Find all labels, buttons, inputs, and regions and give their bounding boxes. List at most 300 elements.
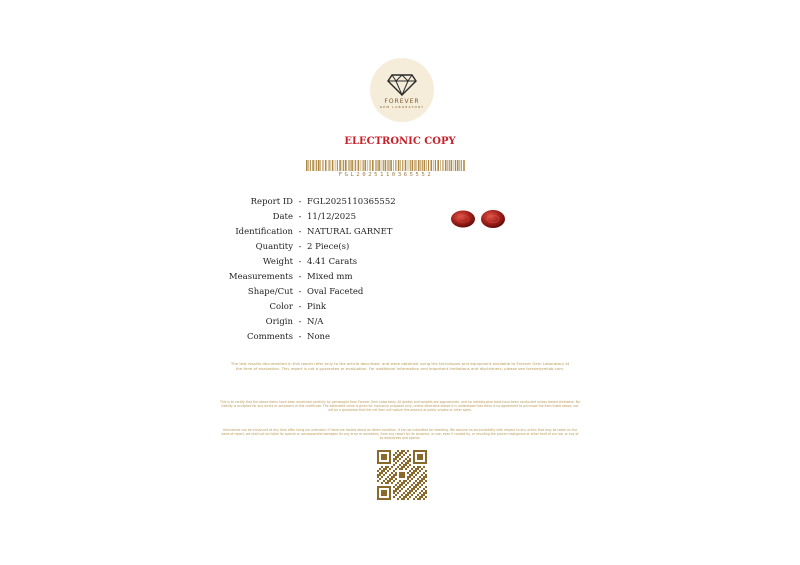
qr-module <box>403 480 405 482</box>
barcode-bar <box>361 160 362 171</box>
barcode-bar <box>358 160 360 171</box>
qr-module <box>397 492 399 494</box>
qr-module <box>407 472 409 474</box>
barcode-bar <box>355 160 356 171</box>
field-row <box>200 314 396 329</box>
qr-module <box>399 486 401 488</box>
qr-module <box>415 480 417 482</box>
qr-module <box>407 450 409 452</box>
barcode-text: FGL2025110365552 <box>338 172 434 178</box>
barcode-bar <box>365 160 367 171</box>
qr-module <box>393 490 395 492</box>
barcode-bar <box>328 160 329 171</box>
qr-module <box>425 496 427 498</box>
qr-module <box>399 452 401 454</box>
field-value: Pink <box>307 301 327 312</box>
qr-module <box>401 468 403 470</box>
qr-module <box>393 470 395 472</box>
barcode-bar <box>459 160 460 171</box>
barcode-bar <box>354 160 355 171</box>
field-label: Date <box>272 211 293 222</box>
qr-module <box>423 498 425 500</box>
qr-module <box>409 476 411 478</box>
qr-module <box>407 462 409 464</box>
field-label: Color <box>269 301 293 312</box>
barcode-bar <box>420 160 421 171</box>
qr-module <box>395 494 397 496</box>
qr-module <box>409 480 411 482</box>
qr-module <box>403 466 405 468</box>
qr-module <box>387 480 389 482</box>
field-value: N/A <box>307 316 324 327</box>
qr-module <box>389 478 391 480</box>
qr-module <box>415 486 417 488</box>
qr-module <box>385 472 387 474</box>
qr-module <box>419 480 421 482</box>
barcode-bar <box>463 160 465 171</box>
barcode-bar <box>400 160 401 171</box>
qr-module <box>403 460 405 462</box>
qr-module <box>393 480 395 482</box>
qr-module <box>383 480 385 482</box>
qr-module <box>405 490 407 492</box>
qr-module <box>391 466 393 468</box>
barcode-bar <box>428 160 429 171</box>
qr-module <box>413 488 415 490</box>
field-label: Report ID <box>250 196 293 207</box>
qr-module <box>385 466 387 468</box>
qr-module <box>389 474 391 476</box>
qr-module <box>385 478 387 480</box>
disclaimer-certification: This is to certify that the above items have been examined carefully by gemologist from Forever Gem Laboratory. All grades and weights are approximate, and no metallurgical tests have been conducted unless stated otherwise. No liability is accepted for any errors or omissions in this certificate. The estimated value is given for insurance purposes only, unless otherwise stated it is understood that there is no agreement to purchase the item listed above, nor will be a guarantee that the net item will realize this amount at public private or other sales. <box>220 400 580 413</box>
qr-module <box>397 466 399 468</box>
qr-module <box>395 458 397 460</box>
qr-module <box>401 482 403 484</box>
field-row <box>200 209 396 224</box>
barcode-bar <box>348 160 349 171</box>
field-separator: - <box>298 331 302 342</box>
qr-module <box>379 468 381 470</box>
qr-module <box>419 476 421 478</box>
qr-module <box>381 482 383 484</box>
barcode-bar <box>412 160 414 171</box>
qr-module <box>391 482 393 484</box>
qr-module <box>413 498 415 500</box>
qr-module <box>417 484 419 486</box>
qr-module <box>423 488 425 490</box>
qr-module <box>417 472 419 474</box>
qr-module <box>387 470 389 472</box>
qr-module <box>411 488 413 490</box>
field-row <box>200 284 396 299</box>
field-value: 4.41 Carats <box>307 256 358 267</box>
qr-module <box>377 476 379 478</box>
barcode-bar <box>385 160 387 171</box>
qr-module <box>401 494 403 496</box>
qr-module <box>421 474 423 476</box>
field-label: Quantity <box>255 241 293 252</box>
qr-module <box>421 480 423 482</box>
barcode-bar <box>335 160 336 171</box>
qr-module <box>407 476 409 478</box>
qr-module <box>419 492 421 494</box>
qr-module <box>423 478 425 480</box>
disclaimer-results: The test results documented in this report refer only to the article described, and were obtained using the techniques and equipment available to Forever Gem Laboratory at the time of evaluation. This report is not a guarantee or evaluation. For additional information and important limitations and disclaimers, please see foreverjemlab.com. <box>230 361 570 372</box>
field-row <box>200 239 396 254</box>
qr-module <box>395 490 397 492</box>
qr-module <box>417 468 419 470</box>
qr-module <box>421 468 423 470</box>
disclaimer-liability: Gemstones can be enhanced at any time after living our premises. If there are doubts about an items condition, it can be submitted for retesting. We assume no accountability with respect to any action that may be taken on the basis of report, we shall not be liable for special or consequential damages for any error or omissions, from any report for its issuance, or use, even if caused by, or resulting the proven negligence or other fault of our lab, or any of its employees and agents. <box>221 428 579 441</box>
barcode-bar <box>442 160 443 171</box>
field-label: Measurements <box>228 271 293 282</box>
qr-module <box>409 470 411 472</box>
field-value: Oval Faceted <box>307 286 364 297</box>
diamond-icon <box>387 74 417 96</box>
qr-module <box>405 458 407 460</box>
lab-logo <box>370 58 434 122</box>
qr-module <box>401 452 403 454</box>
qr-module <box>407 466 409 468</box>
barcode-bar <box>315 160 316 171</box>
qr-module <box>383 468 385 470</box>
qr-module <box>417 498 419 500</box>
qr-module <box>415 484 417 486</box>
qr-module <box>405 480 407 482</box>
barcode-bar <box>332 160 334 171</box>
qr-module <box>401 462 403 464</box>
field-value: None <box>307 331 331 342</box>
field-row <box>200 254 396 269</box>
barcode-bar <box>426 160 427 171</box>
qr-module <box>411 494 413 496</box>
qr-module <box>419 466 421 468</box>
qr-module <box>405 452 407 454</box>
qr-module <box>421 496 423 498</box>
barcode-bar <box>410 160 411 171</box>
barcode-bar <box>370 160 371 171</box>
field-label: Comments <box>246 331 293 342</box>
brand-name: FOREVER <box>384 97 420 105</box>
field-separator: - <box>298 241 302 252</box>
field-label: Identification <box>235 226 293 237</box>
qr-module <box>411 468 413 470</box>
qr-module <box>411 474 413 476</box>
qr-module <box>391 478 393 480</box>
barcode-bar <box>381 160 382 171</box>
barcode-bar <box>405 160 407 171</box>
qr-module <box>415 496 417 498</box>
qr-module <box>397 456 399 458</box>
qr-module <box>405 462 407 464</box>
barcode-bar <box>447 160 448 171</box>
qr-module <box>397 450 399 452</box>
field-separator: - <box>298 301 302 312</box>
field-row <box>200 269 396 284</box>
qr-module <box>425 490 427 492</box>
barcode-bar <box>402 160 403 171</box>
qr-module <box>387 482 389 484</box>
qr-module <box>395 478 397 480</box>
barcode-bar <box>316 160 317 171</box>
field-row <box>200 224 396 239</box>
qr-module <box>385 468 387 470</box>
qr-module <box>399 490 401 492</box>
barcode-bar <box>363 160 364 171</box>
qr-module <box>413 482 415 484</box>
qr-module <box>393 454 395 456</box>
qr-module <box>389 480 391 482</box>
barcode-bar <box>422 160 423 171</box>
qr-module <box>413 470 415 472</box>
qr-module <box>417 488 419 490</box>
barcode-bar <box>349 160 350 171</box>
qr-module <box>399 484 401 486</box>
qr-module <box>407 488 409 490</box>
barcode-bar <box>306 160 308 171</box>
qr-module <box>417 494 419 496</box>
qr-module <box>409 464 411 466</box>
barcode-bar <box>398 160 400 171</box>
qr-module <box>399 464 401 466</box>
qr-module <box>395 474 397 476</box>
field-label: Origin <box>265 316 293 327</box>
qr-module <box>417 454 423 460</box>
qr-module <box>401 466 403 468</box>
field-row <box>200 329 396 344</box>
qr-module <box>395 462 397 464</box>
qr-module <box>401 498 403 500</box>
brand-subtitle: GEM LABORATORY <box>379 104 425 109</box>
qr-module <box>415 470 417 472</box>
qr-module <box>419 486 421 488</box>
barcode-bar <box>437 160 439 171</box>
qr-module <box>379 472 381 474</box>
field-value: 11/12/2025 <box>307 211 356 222</box>
qr-module <box>403 482 405 484</box>
qr-module <box>425 486 427 488</box>
qr-module <box>393 492 395 494</box>
qr-module <box>413 492 415 494</box>
qr-module <box>413 466 415 468</box>
barcode-bar <box>325 160 327 171</box>
qr-module <box>413 472 415 474</box>
qr-module <box>403 486 405 488</box>
qr-module <box>413 486 415 488</box>
qr-module <box>417 478 419 480</box>
barcode-bar <box>318 160 320 171</box>
qr-module <box>415 468 417 470</box>
qr-module <box>405 496 407 498</box>
qr-module <box>381 472 383 474</box>
qr-module <box>395 452 397 454</box>
qr-module <box>409 490 411 492</box>
qr-module <box>407 498 409 500</box>
qr-module <box>393 476 395 478</box>
qr-module <box>405 464 407 466</box>
qr-module <box>401 488 403 490</box>
qr-module <box>393 486 395 488</box>
qr-module <box>423 482 425 484</box>
qr-module <box>409 458 411 460</box>
barcode-bar <box>375 160 376 171</box>
qr-module <box>425 480 427 482</box>
qr-module <box>391 472 393 474</box>
qr-module <box>395 468 397 470</box>
qr-module <box>403 464 405 466</box>
barcode-bar <box>393 160 394 171</box>
qr-module <box>377 480 379 482</box>
field-separator: - <box>298 196 302 207</box>
qr-module <box>421 490 423 492</box>
field-separator: - <box>298 271 302 282</box>
qr-module <box>411 490 413 492</box>
qr-module <box>409 486 411 488</box>
qr-module <box>409 460 411 462</box>
qr-module <box>425 476 427 478</box>
qr-module <box>411 478 413 480</box>
qr-module <box>405 468 407 470</box>
qr-module <box>415 474 417 476</box>
qr-module <box>409 496 411 498</box>
qr-module <box>397 488 399 490</box>
qr-module <box>403 450 405 452</box>
qr-module <box>407 460 409 462</box>
field-value: Mixed mm <box>307 271 353 282</box>
qr-module <box>403 492 405 494</box>
qr-module <box>401 484 403 486</box>
qr-module <box>407 478 409 480</box>
qr-module <box>377 474 379 476</box>
barcode-bar <box>342 160 343 171</box>
qr-module <box>423 492 425 494</box>
barcode-bar <box>343 160 344 171</box>
barcode-bar <box>378 160 380 171</box>
barcode-bar <box>337 160 338 171</box>
qr-module <box>399 468 401 470</box>
barcode-bar <box>424 160 426 171</box>
qr-module <box>393 474 395 476</box>
qr-module <box>379 474 381 476</box>
qr-module <box>383 474 385 476</box>
qr-module <box>425 470 427 472</box>
qr-module <box>399 496 401 498</box>
qr-module <box>393 458 395 460</box>
qr-module <box>415 490 417 492</box>
barcode-bar <box>431 160 433 171</box>
field-separator: - <box>298 226 302 237</box>
barcode-bar <box>408 160 409 171</box>
barcode-bar <box>457 160 459 171</box>
qr-module <box>399 472 405 478</box>
qr-module <box>405 484 407 486</box>
qr-module <box>419 496 421 498</box>
barcode-bar <box>372 160 374 171</box>
barcode-bar <box>454 160 455 171</box>
barcode-bar <box>415 160 416 171</box>
field-row <box>200 194 396 209</box>
qr-module <box>397 482 399 484</box>
barcode-bar <box>322 160 323 171</box>
qr-module <box>399 480 401 482</box>
barcode-bar <box>445 160 447 171</box>
qr-module <box>419 482 421 484</box>
field-label: Shape/Cut <box>247 286 293 297</box>
qr-module <box>401 456 403 458</box>
qr-module <box>425 492 427 494</box>
qr-module <box>391 476 393 478</box>
qr-module <box>409 454 411 456</box>
barcode-bar <box>395 160 396 171</box>
electronic-copy-title: ELECTRONIC COPY <box>344 136 456 147</box>
barcode-bar <box>414 160 415 171</box>
field-label: Weight <box>262 256 293 267</box>
qr-module <box>423 466 425 468</box>
qr-module <box>377 470 379 472</box>
qr-module <box>421 484 423 486</box>
qr-module <box>409 474 411 476</box>
barcode-bar <box>440 160 441 171</box>
qr-module <box>395 484 397 486</box>
barcode-bar <box>368 160 369 171</box>
qr-module <box>411 484 413 486</box>
qr-module <box>395 456 397 458</box>
qr-module <box>393 496 395 498</box>
qr-module <box>407 456 409 458</box>
qr-module <box>423 494 425 496</box>
barcode-bar <box>390 160 392 171</box>
qr-module <box>395 488 397 490</box>
qr-module <box>387 466 389 468</box>
qr-module <box>407 482 409 484</box>
qr-module <box>403 496 405 498</box>
qr-module <box>381 490 387 496</box>
qr-module <box>419 498 421 500</box>
qr-module <box>425 474 427 476</box>
qr-module <box>407 494 409 496</box>
qr-module <box>395 472 397 474</box>
qr-module <box>423 472 425 474</box>
qr-module <box>413 476 415 478</box>
field-value: 2 Piece(s) <box>307 241 350 252</box>
qr-module <box>423 476 425 478</box>
barcode-bar <box>435 160 436 171</box>
qr-module <box>419 470 421 472</box>
qr-module <box>403 498 405 500</box>
qr-module <box>381 466 383 468</box>
qr-module <box>399 458 401 460</box>
barcode <box>306 160 466 171</box>
qr-module <box>381 476 383 478</box>
field-value: NATURAL GARNET <box>307 226 393 237</box>
barcode-bar <box>387 160 388 171</box>
qr-code-icon[interactable] <box>377 450 427 500</box>
qr-module <box>417 482 419 484</box>
barcode-bar <box>461 160 462 171</box>
qr-module <box>385 482 387 484</box>
qr-module <box>393 464 395 466</box>
qr-module <box>417 466 419 468</box>
qr-module <box>411 472 413 474</box>
barcode-bar <box>383 160 384 171</box>
qr-module <box>393 460 395 462</box>
barcode-bar <box>308 160 309 171</box>
field-value: FGL2025110365552 <box>307 196 396 207</box>
barcode-bar <box>418 160 420 171</box>
barcode-bar <box>434 160 435 171</box>
barcode-bar <box>455 160 456 171</box>
qr-module <box>379 478 381 480</box>
